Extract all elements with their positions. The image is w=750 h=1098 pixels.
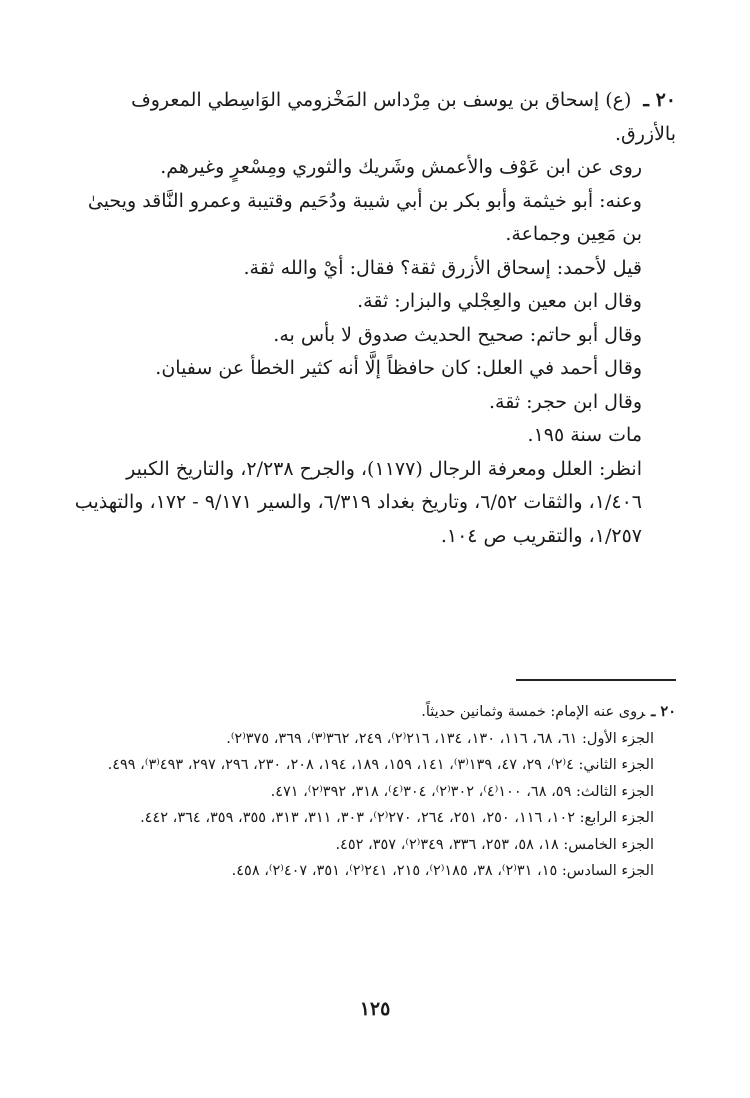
death-year-line: مات سنة ١٩٥.	[527, 424, 642, 446]
ahmad-ilal-line: وقال أحمد في العلل: كان حافظاً إلَّا أنه كثير الخطأ عن سفيان.	[155, 357, 642, 379]
footnote-separator	[516, 679, 676, 681]
ibn-hajar-line: وقال ابن حجر: ثقة.	[488, 390, 642, 413]
footnote-part-6: الجزء السادس: ١٥، ٣١⁽٢⁾، ٣٨، ١٨٥⁽٢⁾، ٢١٥، ٢٤١⁽٢⁾، ٣٥١، ٤٠٧⁽٢⁾، ٤٥٨.	[231, 863, 654, 879]
ahmad-question-line: قيل لأحمد: إسحاق الأزرق ثقة؟ فقال: أيْ والله ثقة.	[243, 256, 642, 279]
narrated-from-line: روى عن ابن عَوْف والأعمش وشَريك والثوري ومِسْعرٍ وغيرهم.	[160, 156, 642, 178]
references-paragraph: انظر: العلل ومعرفة الرجال (١١٧٧)، والجرح ٢/٢٣٨، والتاريخ الكبير ١/٤٠٦، والثقات ٦/٥٢، وتاريخ بغداد ٦/٣١٩، والسير ٩/١٧١ - ١٧٢، والتهذيب ١/٢٥٧، والتقريب ص ١٠٤.	[74, 457, 642, 547]
entry-number: ٢٠ ـ	[643, 89, 676, 111]
narrators-line: وعنه: أبو خيثمة وأبو بكر بن أبي شيبة ودُحَيم وقتيبة وعمرو النَّاقد ويحيىٰ بن مَعِين وجماعة.	[87, 189, 642, 245]
footnote-part-5: الجزء الخامس: ١٨، ٥٨، ٢٥٣، ٣٣٦، ٣٤٩⁽٢⁾، ٣٥٧، ٤٥٢.	[335, 836, 654, 853]
abu-hatim-line: وقال أبو حاتم: صحيح الحديث صدوق لا بأس به.	[273, 323, 642, 346]
footnote-part-1: الجزء الأول: ٦١، ٦٨، ١١٦، ١٣٠، ١٣٤، ٢١٦⁽٢⁾، ٢٤٩، ٣٦٢⁽٣⁾، ٣٦٩، ٣٧٥⁽٢⁾.	[226, 730, 654, 747]
footnote-part-4: الجزء الرابع: ١٠٢، ١١٦، ٢٥٠، ٢٥١، ٢٦٤، ٢٧٠⁽٢⁾، ٣٠٣، ٣١١، ٣١٣، ٣٥٥، ٣٥٩، ٣٦٤، ٤٤٢.	[140, 810, 654, 826]
footnote-number: ٢٠ ـ	[651, 703, 676, 720]
footnote-part-2: الجزء الثاني: ٤⁽٢⁾، ٢٩، ٤٧، ١٣٩⁽٣⁾، ١٤١، ١٥٩، ١٨٩، ١٩٤، ٢٠٨، ٢٣٠، ٢٩٦، ٢٩٧، ٤٩٣⁽٣⁾، ٤٩٩.	[107, 757, 654, 773]
footnote-intro	[74, 699, 676, 726]
entry-heading	[74, 84, 676, 151]
biography-entry	[74, 84, 676, 553]
entry-title: (ع) إسحاق بن يوسف بن مِرْداس المَخْزومي الوَاسِطي المعروف بالأزرق.	[131, 89, 676, 145]
footnote-part-3: الجزء الثالث: ٥٩، ٦٨، ١٠٠⁽٤⁾، ٣٠٢⁽٢⁾، ٣٠٤⁽٤⁾، ٣١٨، ٣٩٢⁽٢⁾، ٤٧١.	[270, 783, 654, 800]
footnotes	[74, 699, 676, 885]
footnote-intro-text: روى عنه الإمام: خمسة وثمانين حديثاً.	[421, 704, 646, 720]
ibn-maeen-line: وقال ابن معين والعِجْلي والبزار: ثقة.	[357, 290, 642, 312]
page-number: ١٢٥	[359, 998, 391, 1020]
